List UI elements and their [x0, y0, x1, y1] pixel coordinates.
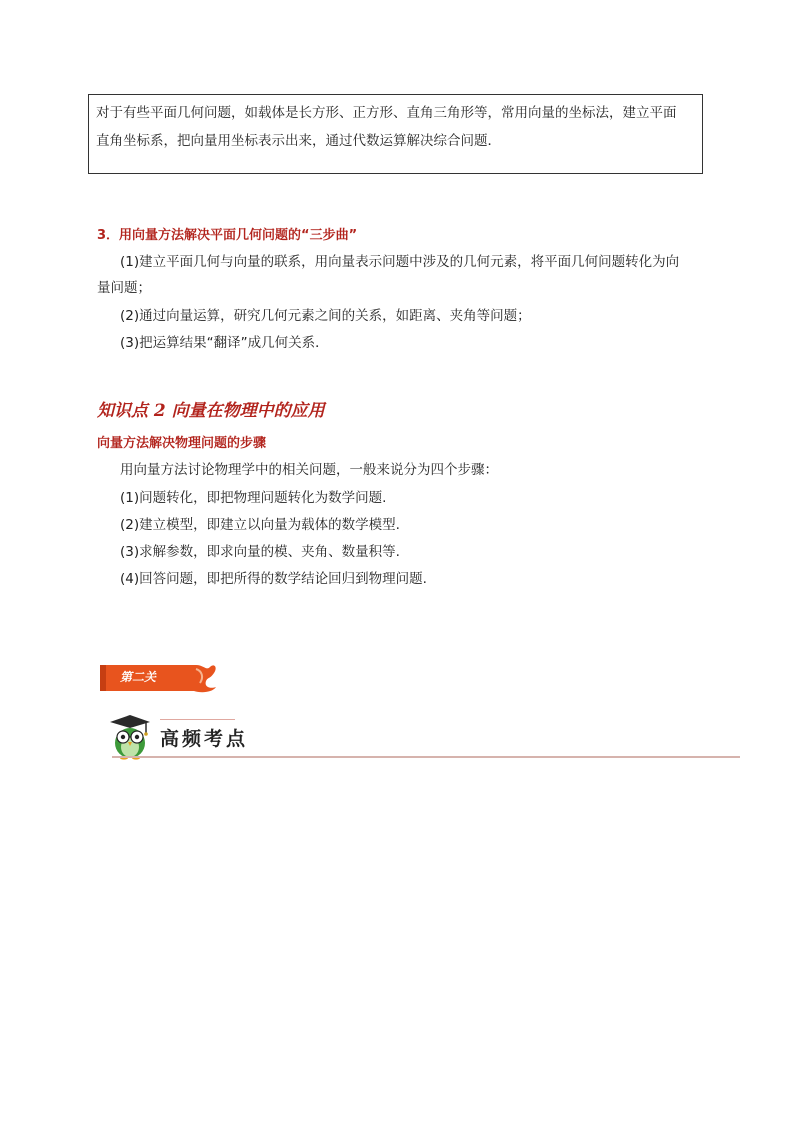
physics-step-1: (1)问题转化，即把物理问题转化为数学问题.	[120, 490, 387, 506]
physics-steps-subheading: 向量方法解决物理问题的步骤	[97, 436, 267, 451]
owl-mascot-icon	[108, 713, 152, 761]
step-1-line-b: 量问题；	[97, 280, 151, 296]
note-line-2: 直角坐标系，把向量用坐标表示出来，通过代数运算解决综合问题．	[96, 133, 501, 149]
banner-label: 第二关	[120, 670, 157, 684]
high-frequency-title: 高频考点	[160, 728, 249, 750]
step-3: (3)把运算结果“翻译”成几何关系．	[120, 335, 329, 351]
section-3-heading: 3．用向量方法解决平面几何问题的“三步曲”	[97, 228, 358, 243]
physics-step-3: (3)求解参数，即求向量的模、夹角、数量积等.	[120, 544, 400, 560]
physics-step-2: (2)建立模型，即建立以向量为载体的数学模型.	[120, 517, 400, 533]
note-box	[88, 94, 703, 174]
knowledge-point-2-heading: 知识点 2 向量在物理中的应用	[97, 401, 325, 421]
title-bottom-rule	[112, 756, 740, 758]
physics-intro: 用向量方法讨论物理学中的相关问题，一般来说分为四个步骤：	[120, 462, 498, 478]
banner-ribbon	[100, 663, 218, 693]
step-2: (2)通过向量运算，研究几何元素之间的关系，如距离、夹角等问题；	[120, 308, 531, 324]
note-line-1: 对于有些平面几何问题，如载体是长方形、正方形、直角三角形等，常用向量的坐标法，建立平面	[96, 105, 677, 121]
step-1-line-a: (1)建立平面几何与向量的联系，用向量表示问题中涉及的几何元素，将平面几何问题转化为向	[120, 254, 680, 270]
physics-step-4: (4)回答问题，即把所得的数学结论回归到物理问题.	[120, 571, 427, 587]
title-top-rule	[160, 719, 235, 720]
